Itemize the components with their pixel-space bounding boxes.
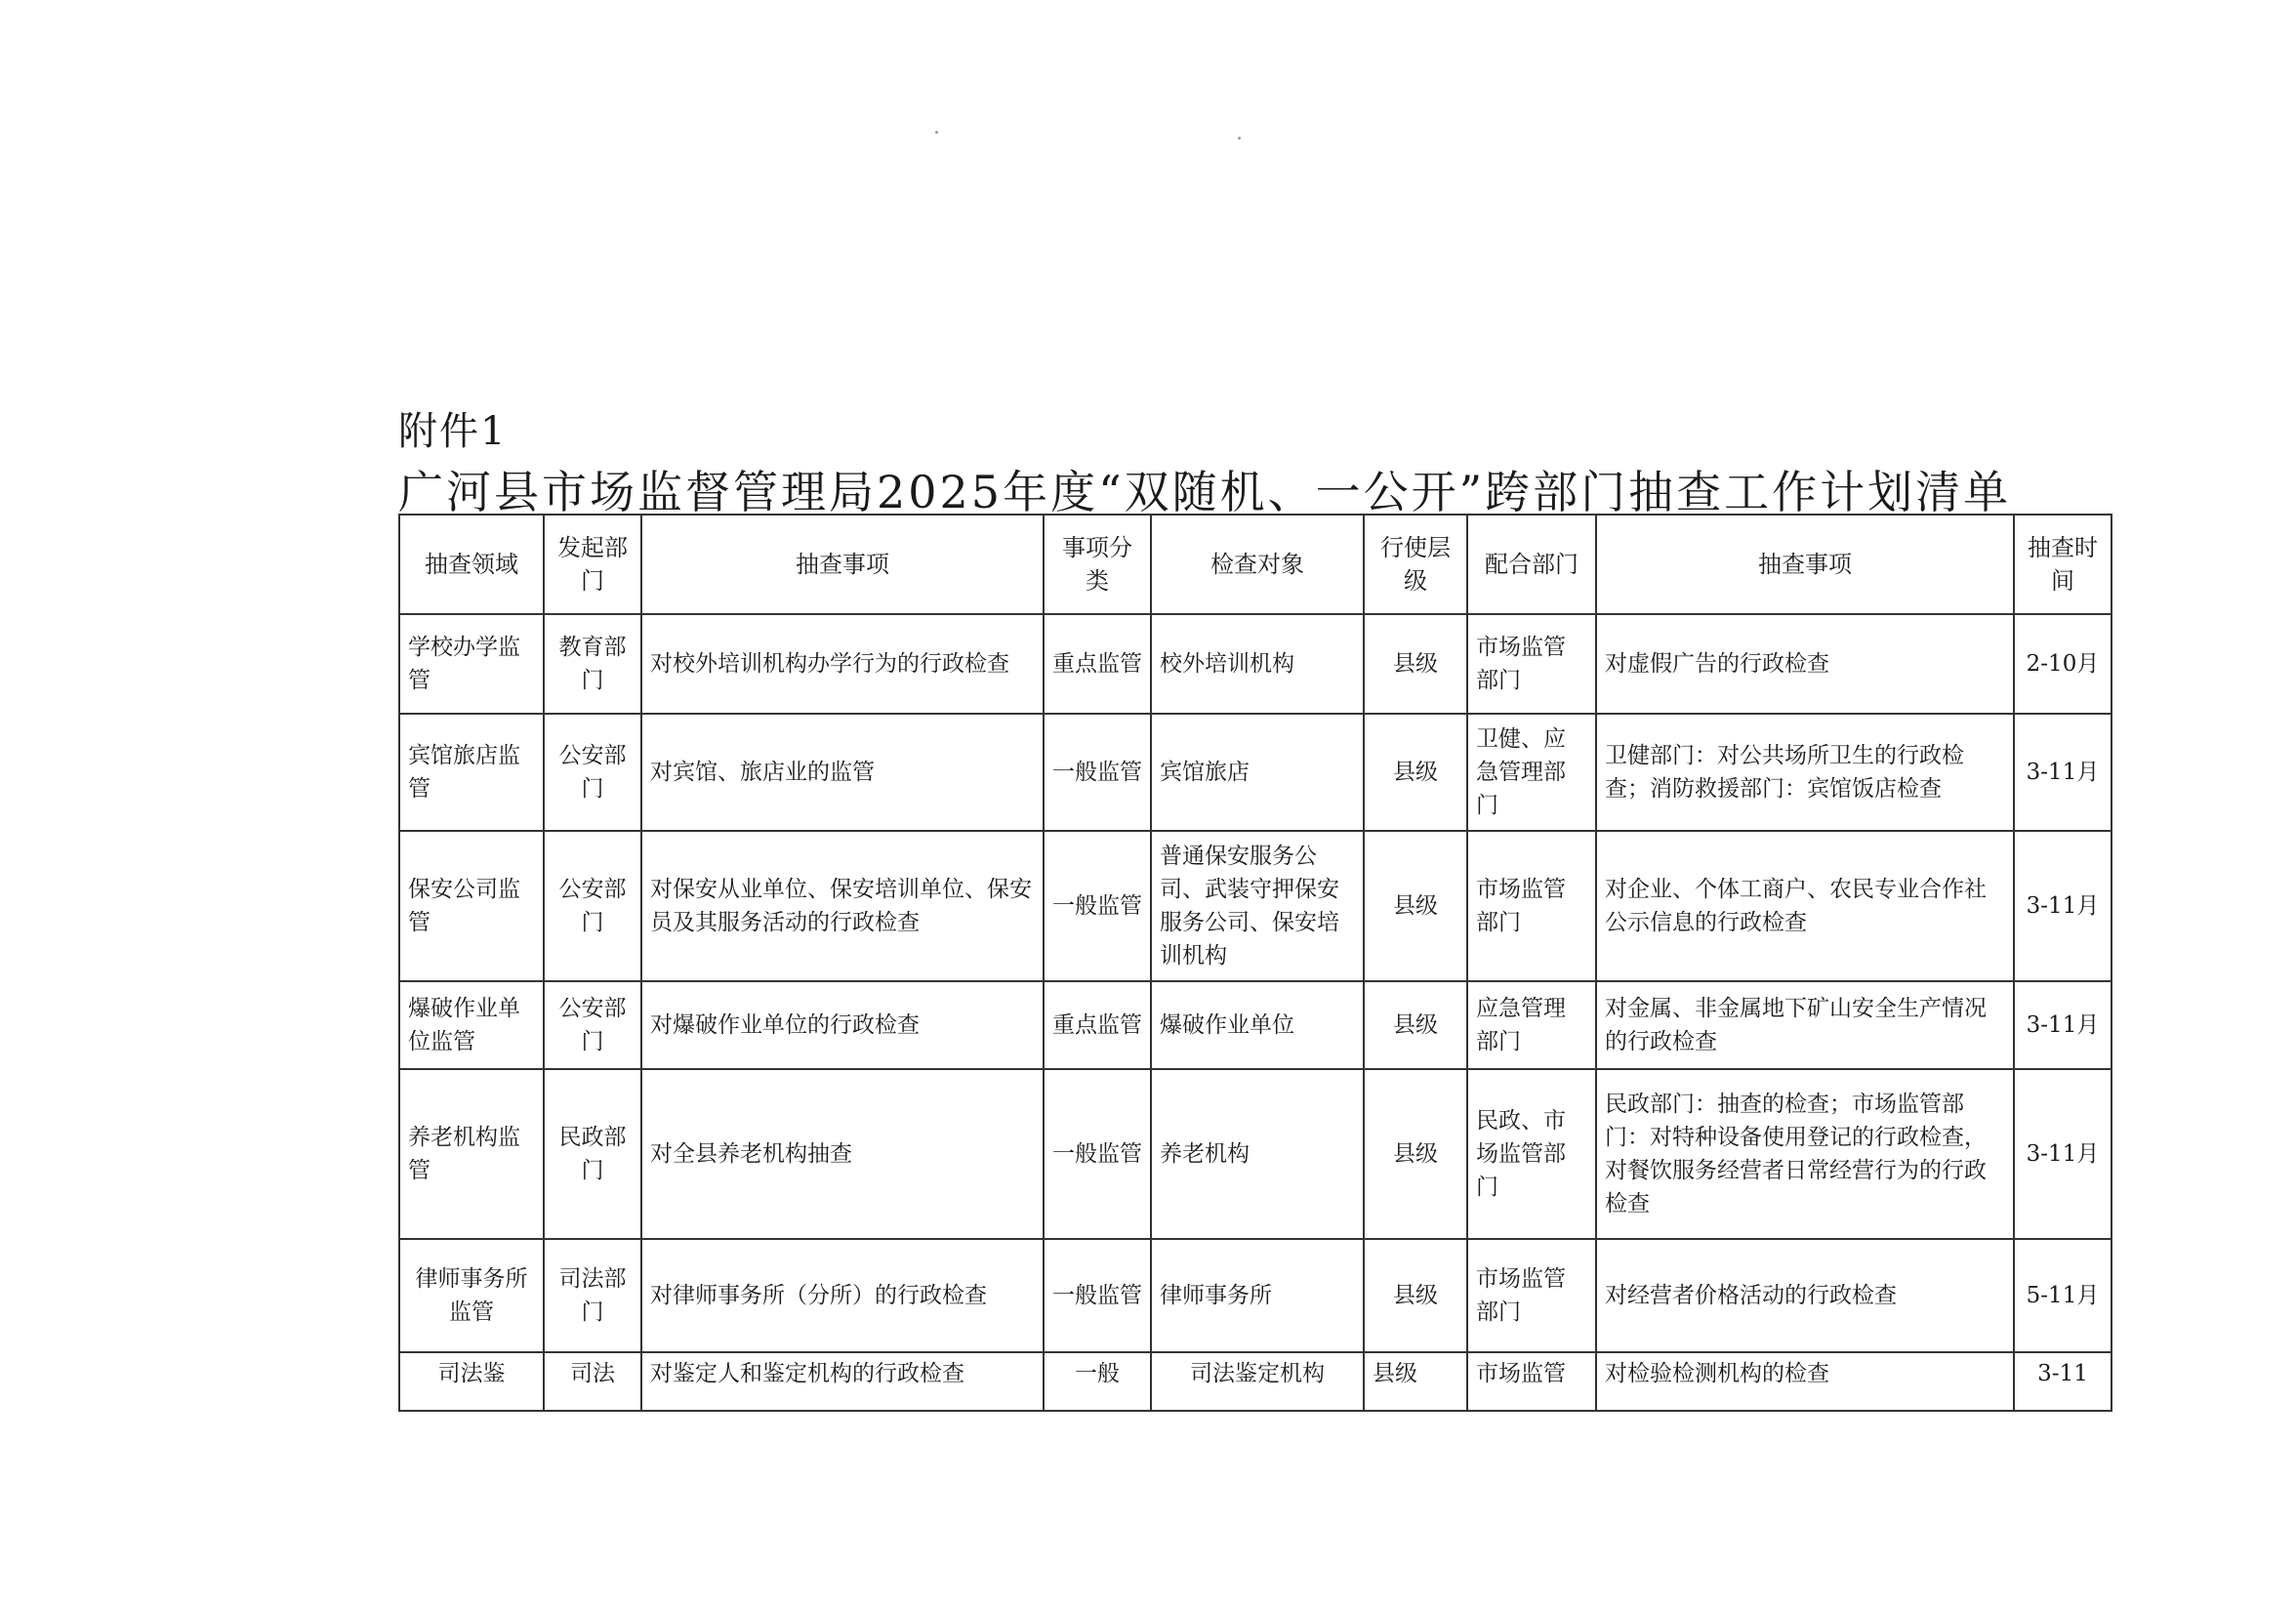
cell-initiating-dept: 司法部门 <box>544 1239 641 1352</box>
cell-cooperating-dept: 卫健、应急管理部门 <box>1467 714 1596 831</box>
table-row <box>399 714 2112 831</box>
cell-time: 3-11月 <box>2014 1069 2112 1239</box>
header-cooperating-item: 抽查事项 <box>1596 515 2014 614</box>
scan-speck <box>935 131 938 134</box>
cell-inspection-item: 对鉴定人和鉴定机构的行政检查 <box>641 1352 1044 1411</box>
cell-cooperating-item: 对金属、非金属地下矿山安全生产情况的行政检查 <box>1596 981 2014 1069</box>
cell-inspection-object: 校外培训机构 <box>1151 614 1364 714</box>
cell-field: 司法鉴 <box>399 1352 544 1411</box>
cell-cooperating-item: 对经营者价格活动的行政检查 <box>1596 1239 2014 1352</box>
cell-inspection-object: 律师事务所 <box>1151 1239 1364 1352</box>
header-initiating-dept: 发起部门 <box>544 515 641 614</box>
cell-cooperating-dept: 市场监管 <box>1467 1352 1596 1411</box>
cell-item-category: 一般 <box>1044 1352 1151 1411</box>
cell-inspection-item: 对爆破作业单位的行政检查 <box>641 981 1044 1069</box>
cell-time: 3-11 <box>2014 1352 2112 1411</box>
cell-inspection-object: 爆破作业单位 <box>1151 981 1364 1069</box>
cell-field: 学校办学监管 <box>399 614 544 714</box>
cell-level: 县级 <box>1364 614 1467 714</box>
cell-item-category: 重点监管 <box>1044 981 1151 1069</box>
cell-cooperating-dept: 市场监管部门 <box>1467 1239 1596 1352</box>
cell-time: 3-11月 <box>2014 981 2112 1069</box>
cell-cooperating-item: 对企业、个体工商户、农民专业合作社公示信息的行政检查 <box>1596 831 2014 981</box>
cell-cooperating-dept: 市场监管部门 <box>1467 831 1596 981</box>
cell-initiating-dept: 公安部门 <box>544 981 641 1069</box>
cell-inspection-item: 对律师事务所（分所）的行政检查 <box>641 1239 1044 1352</box>
inspection-plan-table <box>398 514 2112 1412</box>
cell-time: 3-11月 <box>2014 714 2112 831</box>
attachment-label: 附件1 <box>398 409 508 454</box>
cell-level: 县级 <box>1364 831 1467 981</box>
cell-level: 县级 <box>1364 1239 1467 1352</box>
cell-initiating-dept: 司法 <box>544 1352 641 1411</box>
cell-field: 养老机构监管 <box>399 1069 544 1239</box>
cell-item-category: 一般监管 <box>1044 1239 1151 1352</box>
cell-time: 2-10月 <box>2014 614 2112 714</box>
header-time: 抽查时间 <box>2014 515 2112 614</box>
header-field: 抽查领域 <box>399 515 544 614</box>
cell-initiating-dept: 教育部门 <box>544 614 641 714</box>
cell-inspection-object: 宾馆旅店 <box>1151 714 1364 831</box>
cell-inspection-item: 对宾馆、旅店业的监管 <box>641 714 1044 831</box>
cell-level: 县级 <box>1364 981 1467 1069</box>
cell-field: 律师事务所监管 <box>399 1239 544 1352</box>
document-title: 广河县市场监督管理局2025年度“双随机、一公开”跨部门抽查工作计划清单 <box>398 466 2012 518</box>
cell-cooperating-dept: 民政、市场监管部门 <box>1467 1069 1596 1239</box>
cell-inspection-item: 对全县养老机构抽查 <box>641 1069 1044 1239</box>
cell-cooperating-item: 对虚假广告的行政检查 <box>1596 614 2014 714</box>
cell-cooperating-item: 对检验检测机构的检查 <box>1596 1352 2014 1411</box>
cell-cooperating-item: 卫健部门：对公共场所卫生的行政检查；消防救援部门：宾馆饭店检查 <box>1596 714 2014 831</box>
cell-level: 县级 <box>1364 1352 1467 1411</box>
table-row <box>399 614 2112 714</box>
cell-cooperating-dept: 应急管理部门 <box>1467 981 1596 1069</box>
cell-initiating-dept: 公安部门 <box>544 831 641 981</box>
cell-time: 5-11月 <box>2014 1239 2112 1352</box>
header-inspection-object: 检查对象 <box>1151 515 1364 614</box>
cell-initiating-dept: 公安部门 <box>544 714 641 831</box>
header-inspection-item: 抽查事项 <box>641 515 1044 614</box>
cell-item-category: 一般监管 <box>1044 714 1151 831</box>
cell-item-category: 一般监管 <box>1044 831 1151 981</box>
cell-inspection-item: 对保安从业单位、保安培训单位、保安员及其服务活动的行政检查 <box>641 831 1044 981</box>
table-row <box>399 831 2112 981</box>
table-header-row <box>399 515 2112 614</box>
cell-time: 3-11月 <box>2014 831 2112 981</box>
table-row <box>399 1069 2112 1239</box>
cell-inspection-object: 司法鉴定机构 <box>1151 1352 1364 1411</box>
cell-cooperating-item: 民政部门：抽查的检查；市场监管部门：对特种设备使用登记的行政检查，对餐饮服务经营者日常经营行为的行政检查 <box>1596 1069 2014 1239</box>
cell-field: 爆破作业单位监管 <box>399 981 544 1069</box>
cell-level: 县级 <box>1364 714 1467 831</box>
cell-inspection-item: 对校外培训机构办学行为的行政检查 <box>641 614 1044 714</box>
cell-item-category: 重点监管 <box>1044 614 1151 714</box>
cell-inspection-object: 普通保安服务公司、武装守押保安服务公司、保安培训机构 <box>1151 831 1364 981</box>
cell-field: 宾馆旅店监管 <box>399 714 544 831</box>
cell-item-category: 一般监管 <box>1044 1069 1151 1239</box>
table-row <box>399 1239 2112 1352</box>
header-item-category: 事项分类 <box>1044 515 1151 614</box>
cell-initiating-dept: 民政部门 <box>544 1069 641 1239</box>
scan-speck <box>1238 137 1241 140</box>
cell-field: 保安公司监管 <box>399 831 544 981</box>
cell-level: 县级 <box>1364 1069 1467 1239</box>
table-row-partial <box>399 1352 2112 1411</box>
header-level: 行使层级 <box>1364 515 1467 614</box>
header-cooperating-dept: 配合部门 <box>1467 515 1596 614</box>
cell-cooperating-dept: 市场监管部门 <box>1467 614 1596 714</box>
table-row <box>399 981 2112 1069</box>
cell-inspection-object: 养老机构 <box>1151 1069 1364 1239</box>
